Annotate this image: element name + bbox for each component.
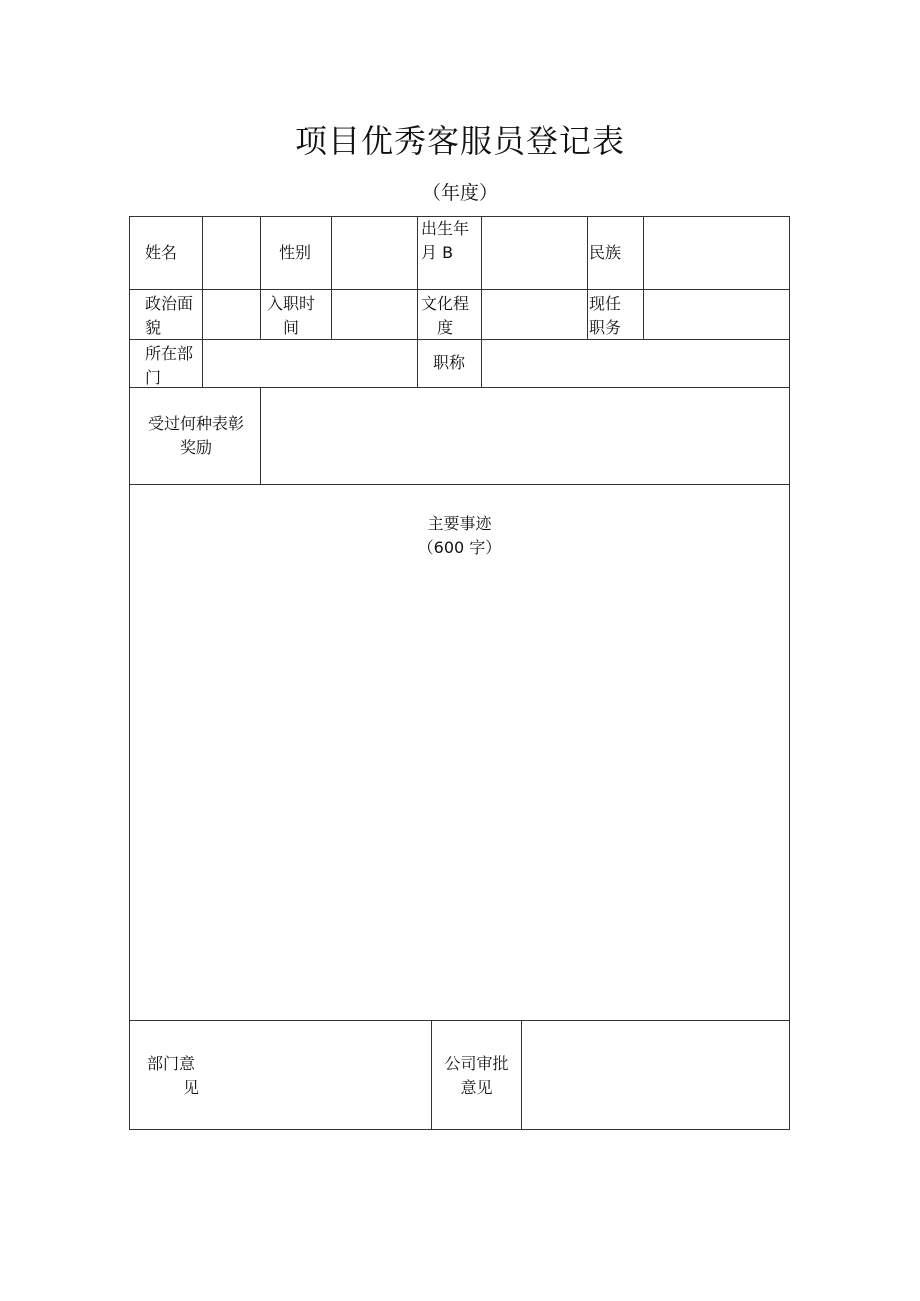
registration-table <box>129 216 790 1130</box>
job-title-value-field[interactable] <box>482 340 789 387</box>
political-status-value-field[interactable] <box>203 290 260 339</box>
company-approval-label <box>432 1052 521 1100</box>
row-divider-4 <box>129 484 790 485</box>
gender-value-field[interactable] <box>332 217 417 289</box>
company-approval-field[interactable] <box>522 1021 789 1129</box>
current-position-value-field[interactable] <box>644 290 789 339</box>
education-label-line1: 文化程 <box>421 294 470 313</box>
awards-value-field[interactable] <box>261 388 789 484</box>
department-label <box>143 342 195 390</box>
ethnicity-label: 民族 <box>589 243 622 262</box>
education-label <box>419 292 471 340</box>
birth-date-label-line1: 出生年 <box>421 219 470 238</box>
col-divider <box>417 216 418 387</box>
main-deeds-heading <box>129 512 790 560</box>
col-divider <box>260 216 261 339</box>
hire-date-label-line1: 入职时 <box>267 294 316 313</box>
department-label-line1: 所在部 <box>145 344 194 363</box>
gender-label: 性别 <box>279 243 312 262</box>
education-label-line2: 度 <box>437 318 454 337</box>
department-opinion-label-line2: 见 <box>183 1078 200 1097</box>
table-border-bottom <box>129 1129 790 1130</box>
name-value-field[interactable] <box>203 217 260 289</box>
awards-label-line1: 受过何种表彰 <box>147 414 244 433</box>
political-status-label-line1: 政治面 <box>145 294 194 313</box>
education-value-field[interactable] <box>482 290 587 339</box>
birth-date-value-field[interactable] <box>482 217 587 289</box>
company-approval-label-line1: 公司审批 <box>444 1054 509 1073</box>
department-opinion-label-line1: 部门意 <box>147 1054 196 1073</box>
form-title: 项目优秀客服员登记表 <box>294 122 625 160</box>
birth-date-label <box>419 217 471 265</box>
hire-date-label-line2: 间 <box>283 318 300 337</box>
main-deeds-word-limit: （600 字） <box>417 538 502 557</box>
political-status-label-line2: 貌 <box>145 318 162 337</box>
main-deeds-text-area[interactable] <box>130 566 789 1020</box>
hire-date-value-field[interactable] <box>332 290 417 339</box>
current-position-label-line2: 职务 <box>589 318 622 337</box>
job-title-label: 职称 <box>433 353 466 372</box>
department-opinion-field[interactable] <box>219 1021 431 1129</box>
political-status-label <box>143 292 195 340</box>
awards-label <box>133 412 259 460</box>
department-label-line2: 门 <box>145 368 162 387</box>
birth-date-label-line2: 月 B <box>421 243 454 262</box>
department-opinion-label <box>145 1052 201 1100</box>
department-value-field[interactable] <box>203 340 417 387</box>
company-approval-label-line2: 意见 <box>460 1078 493 1097</box>
form-subtitle: （年度） <box>421 182 498 204</box>
ethnicity-value-field[interactable] <box>644 217 789 289</box>
awards-label-line2: 奖励 <box>179 438 212 457</box>
name-label: 姓名 <box>145 243 178 262</box>
current-position-label-line1: 现任 <box>589 294 622 313</box>
hire-date-label <box>265 292 317 340</box>
current-position-label <box>587 292 623 340</box>
main-deeds-title: 主要事迹 <box>427 514 492 533</box>
table-border-right <box>789 216 790 1130</box>
